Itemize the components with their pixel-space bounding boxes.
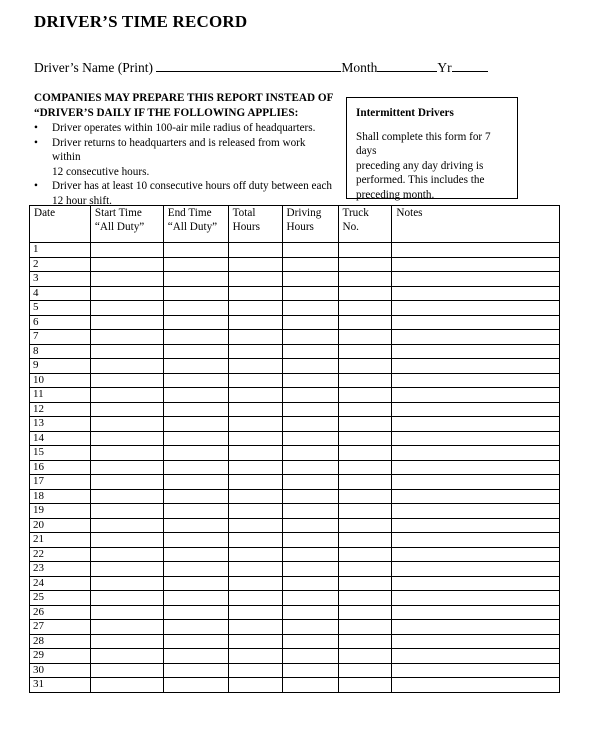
start-time-cell[interactable]	[90, 475, 163, 490]
day-number: 26	[30, 605, 91, 620]
truck-no-cell[interactable]	[338, 547, 392, 562]
driving-hours-cell[interactable]	[282, 475, 338, 490]
total-hours-cell[interactable]	[228, 301, 282, 316]
truck-no-cell[interactable]	[338, 562, 392, 577]
notes-cell[interactable]	[392, 315, 560, 330]
start-time-cell[interactable]	[90, 388, 163, 403]
start-time-cell[interactable]	[90, 301, 163, 316]
end-time-cell[interactable]	[163, 576, 228, 591]
start-time-cell[interactable]	[90, 634, 163, 649]
day-number: 17	[30, 475, 91, 490]
table-row	[30, 330, 560, 345]
page-title: DRIVER’S TIME RECORD	[34, 12, 248, 31]
end-time-cell[interactable]	[163, 663, 228, 678]
truck-no-cell[interactable]	[338, 504, 392, 519]
end-time-cell[interactable]	[163, 547, 228, 562]
driving-hours-cell[interactable]	[282, 315, 338, 330]
notes-cell[interactable]	[392, 605, 560, 620]
driving-hours-cell[interactable]	[282, 431, 338, 446]
end-time-cell[interactable]	[163, 489, 228, 504]
notes-cell[interactable]	[392, 373, 560, 388]
intermittent-line: preceding month.	[356, 188, 435, 201]
notes-cell[interactable]	[392, 257, 560, 272]
day-number: 11	[30, 388, 91, 403]
table-row	[30, 547, 560, 562]
condition-item	[34, 121, 334, 136]
truck-no-cell[interactable]	[338, 417, 392, 432]
notes-cell[interactable]	[392, 417, 560, 432]
driving-hours-cell[interactable]	[282, 301, 338, 316]
table-row	[30, 373, 560, 388]
day-number: 22	[30, 547, 91, 562]
truck-no-cell[interactable]	[338, 272, 392, 287]
notes-cell[interactable]	[392, 533, 560, 548]
end-time-cell[interactable]	[163, 257, 228, 272]
driving-hours-cell[interactable]	[282, 518, 338, 533]
day-number: 28	[30, 634, 91, 649]
table-row	[30, 301, 560, 316]
total-hours-cell[interactable]	[228, 591, 282, 606]
day-number: 5	[30, 301, 91, 316]
table-row	[30, 504, 560, 519]
end-time-cell[interactable]	[163, 591, 228, 606]
start-time-cell[interactable]	[90, 663, 163, 678]
notes-cell[interactable]	[392, 547, 560, 562]
end-time-cell[interactable]	[163, 359, 228, 374]
total-hours-cell[interactable]	[228, 518, 282, 533]
day-number: 25	[30, 591, 91, 606]
intermittent-line: performed. This includes the	[356, 174, 485, 186]
driver-name-line	[34, 58, 488, 76]
col-header-driving-hours: Driving Hours	[282, 206, 338, 243]
table-row	[30, 243, 560, 258]
truck-no-cell[interactable]	[338, 518, 392, 533]
day-number: 31	[30, 678, 91, 693]
table-row	[30, 315, 560, 330]
end-time-cell[interactable]	[163, 330, 228, 345]
end-time-cell[interactable]	[163, 431, 228, 446]
day-number: 30	[30, 663, 91, 678]
total-hours-cell[interactable]	[228, 431, 282, 446]
notes-cell[interactable]	[392, 634, 560, 649]
notes-cell[interactable]	[392, 649, 560, 664]
end-time-cell[interactable]	[163, 315, 228, 330]
notes-cell[interactable]	[392, 431, 560, 446]
total-hours-cell[interactable]	[228, 620, 282, 635]
table-row	[30, 417, 560, 432]
notes-cell[interactable]	[392, 243, 560, 258]
col-header-total-hours: Total Hours	[228, 206, 282, 243]
table-body	[30, 243, 560, 693]
driving-hours-cell[interactable]	[282, 489, 338, 504]
total-hours-cell[interactable]	[228, 634, 282, 649]
condition-item	[34, 179, 334, 208]
total-hours-cell[interactable]	[228, 475, 282, 490]
day-number: 19	[30, 504, 91, 519]
condition-text: • Driver returns to headquarters and is released from work within	[52, 136, 306, 163]
truck-no-cell[interactable]	[338, 359, 392, 374]
notes-cell[interactable]	[392, 460, 560, 475]
truck-no-cell[interactable]	[338, 475, 392, 490]
month-field[interactable]	[377, 58, 437, 72]
day-number: 23	[30, 562, 91, 577]
table-row	[30, 518, 560, 533]
notes-cell[interactable]	[392, 591, 560, 606]
end-time-cell[interactable]	[163, 475, 228, 490]
truck-no-cell[interactable]	[338, 605, 392, 620]
table-row	[30, 649, 560, 664]
start-time-cell[interactable]	[90, 547, 163, 562]
table-row	[30, 489, 560, 504]
day-number: 8	[30, 344, 91, 359]
truck-no-cell[interactable]	[338, 533, 392, 548]
truck-no-cell[interactable]	[338, 330, 392, 345]
driving-hours-cell[interactable]	[282, 344, 338, 359]
day-number: 16	[30, 460, 91, 475]
condition-text-cont: 12 consecutive hours.	[52, 165, 150, 178]
notes-cell[interactable]	[392, 272, 560, 287]
total-hours-cell[interactable]	[228, 373, 282, 388]
total-hours-cell[interactable]	[228, 402, 282, 417]
col-header-notes: Notes	[392, 206, 560, 243]
truck-no-cell[interactable]	[338, 431, 392, 446]
notes-cell[interactable]	[392, 344, 560, 359]
driving-hours-cell[interactable]	[282, 330, 338, 345]
end-time-cell[interactable]	[163, 446, 228, 461]
day-number: 21	[30, 533, 91, 548]
day-number: 27	[30, 620, 91, 635]
start-time-cell[interactable]	[90, 243, 163, 258]
notes-cell[interactable]	[392, 446, 560, 461]
driving-hours-cell[interactable]	[282, 634, 338, 649]
driving-hours-cell[interactable]	[282, 417, 338, 432]
table-row	[30, 272, 560, 287]
table-row	[30, 605, 560, 620]
companies-heading-1: COMPANIES MAY PREPARE THIS REPORT INSTEAD OF	[34, 92, 334, 104]
start-time-cell[interactable]	[90, 576, 163, 591]
table-row	[30, 460, 560, 475]
start-time-cell[interactable]	[90, 562, 163, 577]
total-hours-cell[interactable]	[228, 547, 282, 562]
table-row	[30, 533, 560, 548]
month-label: Month	[341, 60, 378, 75]
start-time-cell[interactable]	[90, 678, 163, 693]
driving-hours-cell[interactable]	[282, 243, 338, 258]
notes-cell[interactable]	[392, 402, 560, 417]
total-hours-cell[interactable]	[228, 388, 282, 403]
col-header-date: Date	[30, 206, 91, 243]
start-time-cell[interactable]	[90, 431, 163, 446]
truck-no-cell[interactable]	[338, 257, 392, 272]
day-number: 6	[30, 315, 91, 330]
notes-cell[interactable]	[392, 301, 560, 316]
truck-no-cell[interactable]	[338, 591, 392, 606]
truck-no-cell[interactable]	[338, 373, 392, 388]
end-time-cell[interactable]	[163, 649, 228, 664]
end-time-cell[interactable]	[163, 301, 228, 316]
notes-cell[interactable]	[392, 620, 560, 635]
start-time-cell[interactable]	[90, 257, 163, 272]
truck-no-cell[interactable]	[338, 489, 392, 504]
end-time-cell[interactable]	[163, 678, 228, 693]
truck-no-cell[interactable]	[338, 301, 392, 316]
day-number: 13	[30, 417, 91, 432]
driving-hours-cell[interactable]	[282, 388, 338, 403]
total-hours-cell[interactable]	[228, 605, 282, 620]
day-number: 12	[30, 402, 91, 417]
total-hours-cell[interactable]	[228, 359, 282, 374]
total-hours-cell[interactable]	[228, 663, 282, 678]
driver-name-field[interactable]	[156, 58, 341, 72]
driving-hours-cell[interactable]	[282, 460, 338, 475]
day-number: 3	[30, 272, 91, 287]
yr-field[interactable]	[452, 58, 488, 72]
truck-no-cell[interactable]	[338, 243, 392, 258]
truck-no-cell[interactable]	[338, 402, 392, 417]
truck-no-cell[interactable]	[338, 678, 392, 693]
table-row	[30, 257, 560, 272]
condition-text: • Driver has at least 10 consecutive hours off duty between each	[52, 180, 333, 192]
day-number: 24	[30, 576, 91, 591]
end-time-cell[interactable]	[163, 402, 228, 417]
end-time-cell[interactable]	[163, 286, 228, 301]
total-hours-cell[interactable]	[228, 533, 282, 548]
table-row	[30, 402, 560, 417]
truck-no-cell[interactable]	[338, 286, 392, 301]
total-hours-cell[interactable]	[228, 257, 282, 272]
notes-cell[interactable]	[392, 330, 560, 345]
table-row	[30, 591, 560, 606]
table-row	[30, 344, 560, 359]
end-time-cell[interactable]	[163, 388, 228, 403]
day-number: 15	[30, 446, 91, 461]
time-record-table	[29, 205, 560, 693]
start-time-cell[interactable]	[90, 417, 163, 432]
total-hours-cell[interactable]	[228, 330, 282, 345]
driving-hours-cell[interactable]	[282, 663, 338, 678]
end-time-cell[interactable]	[163, 605, 228, 620]
table-row	[30, 678, 560, 693]
start-time-cell[interactable]	[90, 402, 163, 417]
start-time-cell[interactable]	[90, 460, 163, 475]
day-number: 7	[30, 330, 91, 345]
total-hours-cell[interactable]	[228, 504, 282, 519]
driver-name-label: Driver’s Name (Print)	[34, 60, 153, 75]
day-number: 10	[30, 373, 91, 388]
driving-hours-cell[interactable]	[282, 272, 338, 287]
end-time-cell[interactable]	[163, 504, 228, 519]
table-row	[30, 286, 560, 301]
truck-no-cell[interactable]	[338, 649, 392, 664]
driving-hours-cell[interactable]	[282, 649, 338, 664]
intermittent-line: Shall complete this form for 7 days	[356, 130, 491, 157]
table-row	[30, 475, 560, 490]
truck-no-cell[interactable]	[338, 388, 392, 403]
yr-label: Yr	[437, 60, 452, 75]
conditions-list	[34, 121, 334, 208]
intermittent-title: Intermittent Drivers	[356, 107, 454, 119]
condition-text: • Driver operates within 100-air mile radius of headquarters.	[52, 122, 316, 134]
notes-cell[interactable]	[392, 286, 560, 301]
notes-cell[interactable]	[392, 576, 560, 591]
col-header-end-time: End Time “All Duty”	[163, 206, 228, 243]
day-number: 14	[30, 431, 91, 446]
truck-no-cell[interactable]	[338, 446, 392, 461]
driving-hours-cell[interactable]	[282, 533, 338, 548]
truck-no-cell[interactable]	[338, 344, 392, 359]
driving-hours-cell[interactable]	[282, 562, 338, 577]
day-number: 4	[30, 286, 91, 301]
total-hours-cell[interactable]	[228, 243, 282, 258]
end-time-cell[interactable]	[163, 272, 228, 287]
notes-cell[interactable]	[392, 475, 560, 490]
condition-item	[34, 136, 334, 180]
table-row	[30, 562, 560, 577]
driving-hours-cell[interactable]	[282, 286, 338, 301]
driving-hours-cell[interactable]	[282, 257, 338, 272]
start-time-cell[interactable]	[90, 330, 163, 345]
intermittent-line: preceding any day driving is	[356, 159, 484, 172]
start-time-cell[interactable]	[90, 649, 163, 664]
end-time-cell[interactable]	[163, 562, 228, 577]
truck-no-cell[interactable]	[338, 634, 392, 649]
truck-no-cell[interactable]	[338, 315, 392, 330]
total-hours-cell[interactable]	[228, 344, 282, 359]
intermittent-drivers-box	[346, 97, 518, 199]
table-row	[30, 446, 560, 461]
table-row	[30, 620, 560, 635]
notes-cell[interactable]	[392, 678, 560, 693]
notes-cell[interactable]	[392, 489, 560, 504]
driving-hours-cell[interactable]	[282, 576, 338, 591]
start-time-cell[interactable]	[90, 489, 163, 504]
truck-no-cell[interactable]	[338, 460, 392, 475]
end-time-cell[interactable]	[163, 373, 228, 388]
driving-hours-cell[interactable]	[282, 504, 338, 519]
driving-hours-cell[interactable]	[282, 620, 338, 635]
driving-hours-cell[interactable]	[282, 359, 338, 374]
driving-hours-cell[interactable]	[282, 373, 338, 388]
companies-notice	[34, 91, 334, 208]
day-number: 9	[30, 359, 91, 374]
start-time-cell[interactable]	[90, 315, 163, 330]
table-row	[30, 634, 560, 649]
day-number: 29	[30, 649, 91, 664]
day-number: 18	[30, 489, 91, 504]
start-time-cell[interactable]	[90, 446, 163, 461]
driving-hours-cell[interactable]	[282, 547, 338, 562]
notes-cell[interactable]	[392, 359, 560, 374]
total-hours-cell[interactable]	[228, 446, 282, 461]
driving-hours-cell[interactable]	[282, 402, 338, 417]
total-hours-cell[interactable]	[228, 489, 282, 504]
day-number: 2	[30, 257, 91, 272]
notes-cell[interactable]	[392, 663, 560, 678]
end-time-cell[interactable]	[163, 634, 228, 649]
table-row	[30, 388, 560, 403]
driving-hours-cell[interactable]	[282, 446, 338, 461]
start-time-cell[interactable]	[90, 359, 163, 374]
total-hours-cell[interactable]	[228, 315, 282, 330]
driving-hours-cell[interactable]	[282, 591, 338, 606]
end-time-cell[interactable]	[163, 533, 228, 548]
col-header-truck-no: Truck No.	[338, 206, 392, 243]
end-time-cell[interactable]	[163, 243, 228, 258]
day-number: 1	[30, 243, 91, 258]
end-time-cell[interactable]	[163, 518, 228, 533]
start-time-cell[interactable]	[90, 286, 163, 301]
notes-cell[interactable]	[392, 562, 560, 577]
start-time-cell[interactable]	[90, 533, 163, 548]
start-time-cell[interactable]	[90, 272, 163, 287]
notes-cell[interactable]	[392, 504, 560, 519]
condition-text-cont: 12 hour shift.	[52, 194, 112, 207]
truck-no-cell[interactable]	[338, 663, 392, 678]
notes-cell[interactable]	[392, 518, 560, 533]
end-time-cell[interactable]	[163, 417, 228, 432]
companies-heading-2: “DRIVER’S DAILY IF THE FOLLOWING APPLIES:	[34, 106, 299, 119]
end-time-cell[interactable]	[163, 460, 228, 475]
table-row	[30, 359, 560, 374]
start-time-cell[interactable]	[90, 591, 163, 606]
end-time-cell[interactable]	[163, 344, 228, 359]
driving-hours-cell[interactable]	[282, 605, 338, 620]
start-time-cell[interactable]	[90, 605, 163, 620]
total-hours-cell[interactable]	[228, 576, 282, 591]
total-hours-cell[interactable]	[228, 460, 282, 475]
notes-cell[interactable]	[392, 388, 560, 403]
table-row	[30, 431, 560, 446]
total-hours-cell[interactable]	[228, 649, 282, 664]
table-row	[30, 576, 560, 591]
truck-no-cell[interactable]	[338, 576, 392, 591]
total-hours-cell[interactable]	[228, 286, 282, 301]
start-time-cell[interactable]	[90, 373, 163, 388]
total-hours-cell[interactable]	[228, 678, 282, 693]
start-time-cell[interactable]	[90, 620, 163, 635]
col-header-start-time: Start Time “All Duty”	[90, 206, 163, 243]
start-time-cell[interactable]	[90, 344, 163, 359]
table-row	[30, 663, 560, 678]
end-time-cell[interactable]	[163, 620, 228, 635]
total-hours-cell[interactable]	[228, 417, 282, 432]
start-time-cell[interactable]	[90, 504, 163, 519]
total-hours-cell[interactable]	[228, 562, 282, 577]
driving-hours-cell[interactable]	[282, 678, 338, 693]
truck-no-cell[interactable]	[338, 620, 392, 635]
header-row	[30, 206, 560, 243]
total-hours-cell[interactable]	[228, 272, 282, 287]
start-time-cell[interactable]	[90, 518, 163, 533]
day-number: 20	[30, 518, 91, 533]
